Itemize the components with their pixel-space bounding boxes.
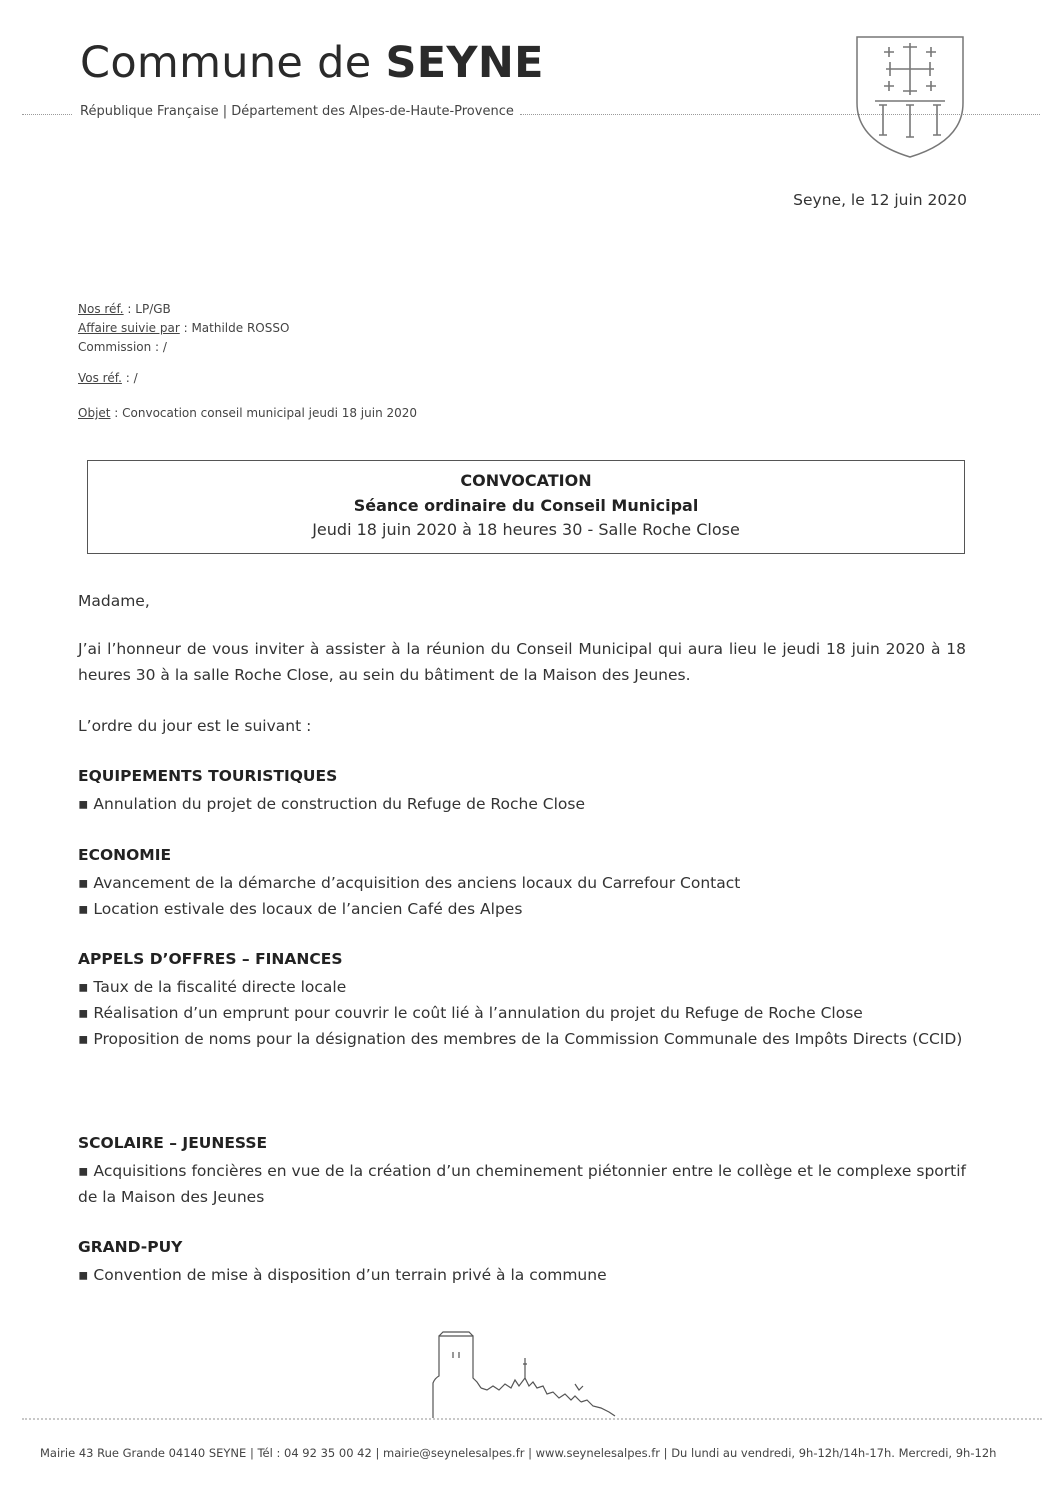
convocation-box	[87, 460, 965, 554]
commune-title	[80, 38, 544, 88]
section-title: GRAND-PUY	[78, 1238, 183, 1256]
ordre-du-jour: L’ordre du jour est le suivant :	[78, 717, 312, 735]
ref-commission: Commission : /	[78, 340, 167, 354]
footer-rule	[22, 1418, 1042, 1420]
ref-affaire-label: Affaire suivie par	[78, 321, 180, 335]
seance-title: Séance ordinaire du Conseil Municipal	[353, 496, 699, 515]
agenda-item: ▪ Taux de la fiscalité directe locale	[78, 978, 347, 996]
footer-contact: Mairie 43 Rue Grande 04140 SEYNE | Tél : 04 92 35 00 42 | mairie@seynelesalpes.fr | www.seynelesalpes.fr | Du lundi au vendredi, 9h-12h/14h-17h. Mercredi, 9h-12h	[40, 1446, 997, 1460]
ref-vos	[78, 371, 138, 385]
ref-affaire-value: : Mathilde ROSSO	[179, 321, 290, 335]
village-drawing-icon	[425, 1328, 625, 1423]
ref-objet	[78, 406, 417, 420]
ref-objet-value: : Convocation conseil municipal jeudi 18 juin 2020	[110, 406, 418, 420]
ref-affaire	[78, 321, 289, 335]
title-bold: SEYNE	[385, 38, 544, 88]
subtitle-rule-left	[22, 114, 72, 115]
agenda-item: ▪ Réalisation d’un emprunt pour couvrir le coût lié à l’annulation du projet du Refuge de Roche Close	[78, 1004, 863, 1022]
title-prefix: Commune de	[80, 38, 386, 88]
ref-nos	[78, 302, 171, 316]
agenda-item: ▪ Annulation du projet de construction du Refuge de Roche Close	[78, 795, 586, 813]
ref-nos-value: : LP/GB	[123, 302, 171, 316]
ref-nos-label: Nos réf.	[78, 302, 124, 316]
ref-objet-label: Objet	[78, 406, 111, 420]
letter-date: Seyne, le 12 juin 2020	[793, 191, 967, 209]
section-title: SCOLAIRE – JEUNESSE	[78, 1134, 268, 1152]
agenda-item: ▪ Acquisitions foncières en vue de la création d’un cheminement piétonnier entre le collège et le complexe sportif de la Maison des Jeunes	[78, 1162, 966, 1206]
section-title: APPELS D’OFFRES – FINANCES	[78, 950, 343, 968]
coat-of-arms-icon	[853, 33, 967, 161]
seance-datetime: Jeudi 18 juin 2020 à 18 heures 30 - Salle Roche Close	[312, 520, 740, 539]
ref-vos-label: Vos réf.	[78, 371, 122, 385]
ref-vos-value: : /	[121, 371, 138, 385]
section-title: EQUIPEMENTS TOURISTIQUES	[78, 767, 338, 785]
convocation-title: CONVOCATION	[460, 471, 592, 490]
intro-paragraph: J’ai l’honneur de vous inviter à assister à la réunion du Conseil Municipal qui aura lieu le jeudi 18 juin 2020 à 18 heures 30 à la salle Roche Close, au sein du bâtiment de la Maison des Jeunes.	[78, 640, 966, 684]
salutation: Madame,	[78, 592, 150, 610]
agenda-item: ▪ Convention de mise à disposition d’un terrain privé à la commune	[78, 1266, 607, 1284]
agenda-item: ▪ Proposition de noms pour la désignation des membres de la Commission Communale des Impôts Directs (CCID)	[78, 1030, 963, 1048]
agenda-item: ▪ Location estivale des locaux de l’ancien Café des Alpes	[78, 900, 523, 918]
section-title: ECONOMIE	[78, 846, 172, 864]
subtitle: République Française | Département des Alpes-de-Haute-Provence	[80, 104, 520, 119]
agenda-item: ▪ Avancement de la démarche d’acquisition des anciens locaux du Carrefour Contact	[78, 874, 741, 892]
